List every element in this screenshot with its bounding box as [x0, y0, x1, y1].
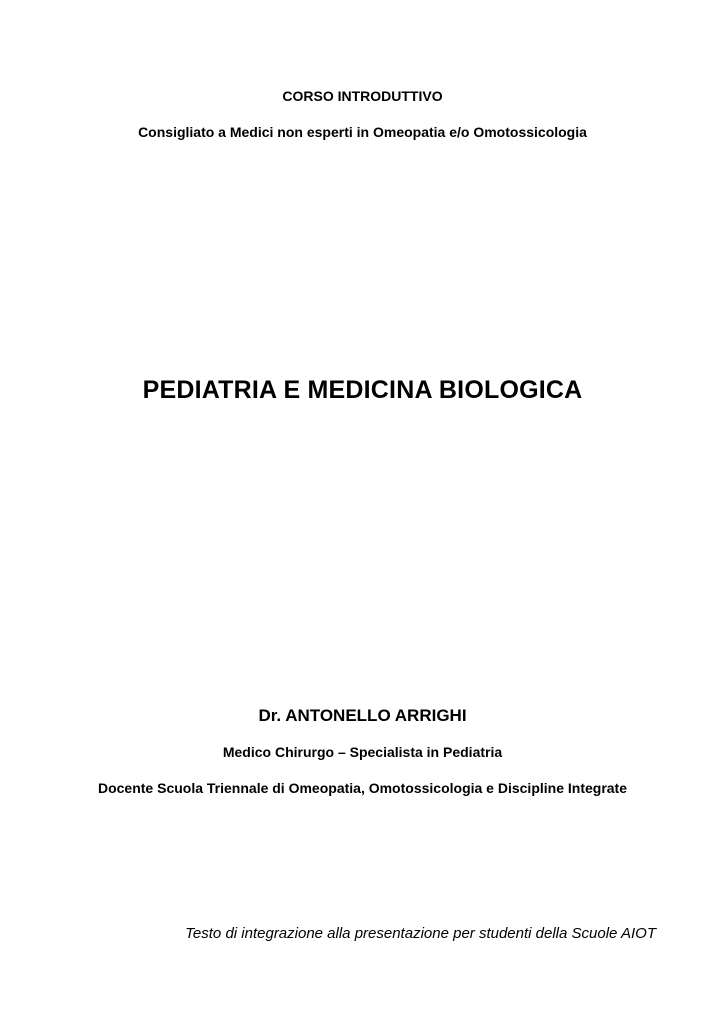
recommended-audience: Consigliato a Medici non esperti in Omeopatia e/o Omotossicologia: [138, 124, 587, 140]
author-role: Medico Chirurgo – Specialista in Pediatria: [222, 744, 503, 760]
author-name: Dr. ANTONELLO ARRIGHI: [258, 706, 467, 725]
document-title: PEDIATRIA E MEDICINA BIOLOGICA: [142, 376, 583, 404]
footer-note: Testo di integrazione alla presentazione per studenti della Scuole AIOT: [185, 925, 656, 942]
author-teaching: Docente Scuola Triennale di Omeopatia, Omotossicologia e Discipline Integrate: [97, 780, 628, 796]
course-type-heading: CORSO INTRODUTTIVO: [282, 88, 443, 104]
